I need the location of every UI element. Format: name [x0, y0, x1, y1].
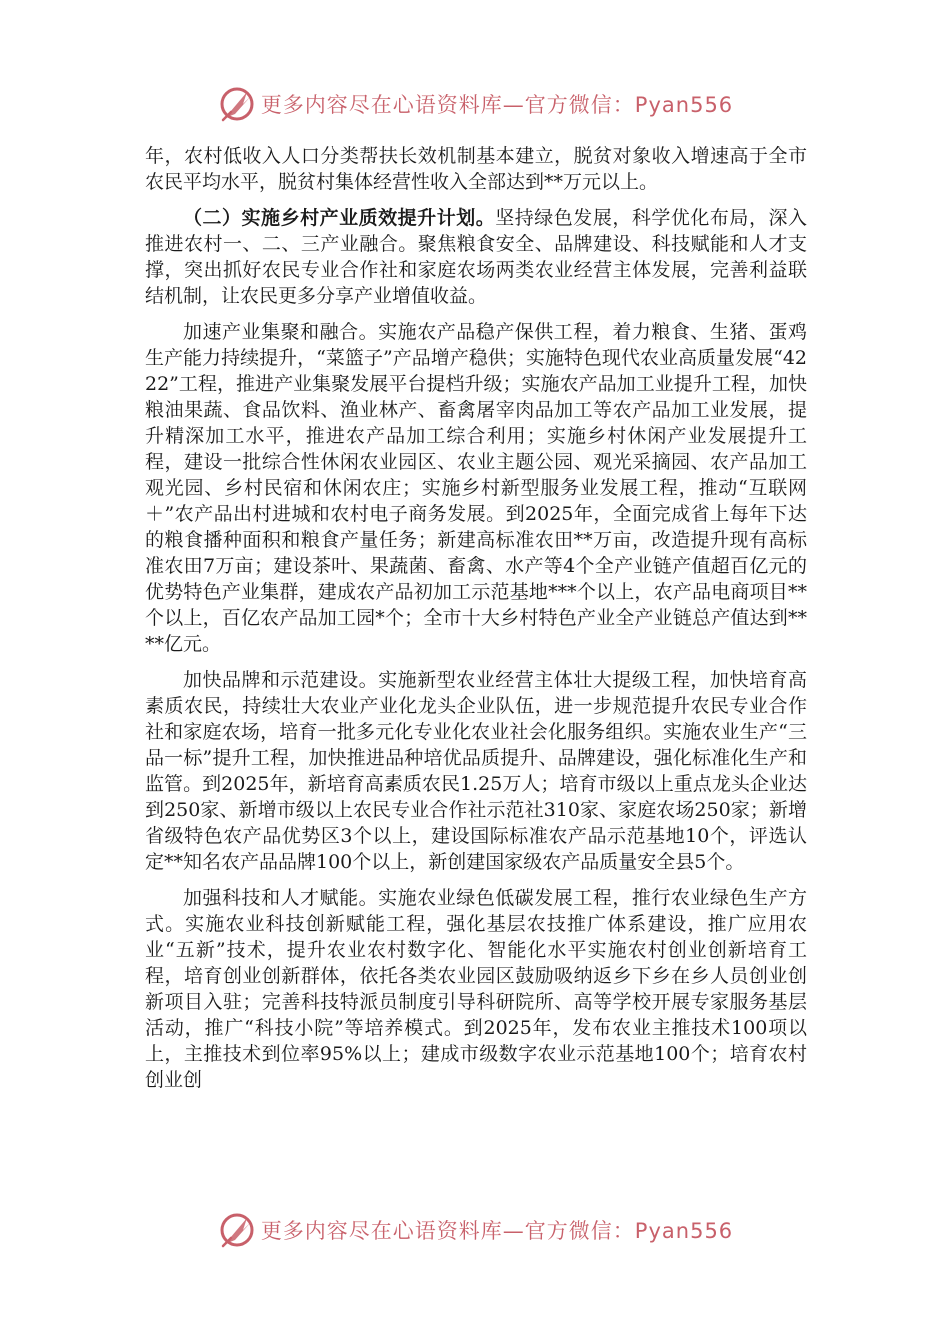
watermark-banner-bottom — [0, 1208, 950, 1252]
paragraph-text: 坚持绿色发展，科学优化布局，深入推进农村一、二、三产业融合。聚焦粮食安全、品牌建设、科技赋能和人才支撑，突出抓好农民专业合作社和家庭农场两类农业经营主体发展，完善利益联结机制，让农民更多分享产业增值收益。 — [145, 207, 807, 307]
section-heading: （二）实施乡村产业质效提升计划。 — [183, 207, 496, 229]
paragraph — [145, 319, 807, 657]
watermark-banner-top — [0, 82, 950, 126]
watermark-text: 更多内容尽在心语资料库—官方微信：Pyan556 — [260, 1219, 734, 1243]
paragraph-text: 加速产业集聚和融合。实施农产品稳产保供工程，着力粮食、生猪、蛋鸡生产能力持续提升，“菜篮子”产品增产稳供；实施特色现代农业高质量发展“4222”工程，推进产业集聚发展平台提档升级；实施农产品加工业提升工程，加快粮油果蔬、食品饮料、渔业林产、畜禽屠宰肉品加工等农产品加工业发展，提升精深加工水平，推进农产品加工综合利用；实施乡村休闲产业发展提升工程，建设一批综合性休闲农业园区、农业主题公园、观光采摘园、农产品加工观光园、乡村民宿和休闲农庄；实施乡村新型服务业发展工程，推动“互联网＋”农产品出村进城和农村电子商务发展。到2025年，全面完成省上每年下达的粮食播种面积和粮食产量任务；新建高标准农田**万亩，改造提升现有高标准农田7万亩；建设茶叶、果蔬菌、畜禽、水产等4个全产业链产值超百亿元的优势特色产业集群，建成农产品初加工示范基地***个以上，农产品电商项目**个以上，百亿农产品加工园*个；全市十大乡村特色产业全产业链总产值达到****亿元。 — [145, 321, 807, 655]
paragraph-text: 年，农村低收入人口分类帮扶长效机制基本建立，脱贫对象收入增速高于全市农民平均水平，脱贫村集体经营性收入全部达到**万元以上。 — [145, 145, 807, 193]
paragraph-text: 加快品牌和示范建设。实施新型农业经营主体壮大提级工程，加快培育高素质农民，持续壮大农业产业化龙头企业队伍，进一步规范提升农民专业合作社和家庭农场，培育一批多元化专业化农业社会化服务组织。实施农业生产“三品一标”提升工程，加快推进品种培优品质提升、品牌建设，强化标准化生产和监管。到2025年，新培育高素质农民1.25万人；培育市级以上重点龙头企业达到250家、新增市级以上农民专业合作社示范社310家、家庭农场250家；新增省级特色农产品优势区3个以上，建设国际标准农产品示范基地10个，评选认定**知名农产品品牌100个以上，新创建国家级农产品质量安全县5个。 — [145, 669, 807, 873]
paragraph-text: 加强科技和人才赋能。实施农业绿色低碳发展工程，推行农业绿色生产方式。实施农业科技创新赋能工程，强化基层农技推广体系建设，推广应用农业“五新”技术，提升农业农村数字化、智能化水平实施农村创业创新培育工程，培育创业创新群体，依托各类农业园区鼓励吸纳返乡下乡在乡人员创业创新项目入驻；完善科技特派员制度引导科研院所、高等学校开展专家服务基层活动，推广“科技小院”等培养模式。到2025年，发布农业主推技术100项以上，主推技术到位率95%以上；建成市级数字农业示范基地100个；培育农村创业创 — [145, 887, 807, 1091]
paragraph — [145, 205, 807, 309]
paragraph — [145, 143, 807, 195]
watermark-text: 更多内容尽在心语资料库—官方微信：Pyan556 — [260, 93, 734, 117]
feather-quill-logo-icon — [217, 84, 257, 124]
paragraph — [145, 885, 807, 1093]
feather-quill-logo-icon — [217, 1210, 257, 1250]
paragraph — [145, 667, 807, 875]
document-body — [145, 143, 807, 1103]
